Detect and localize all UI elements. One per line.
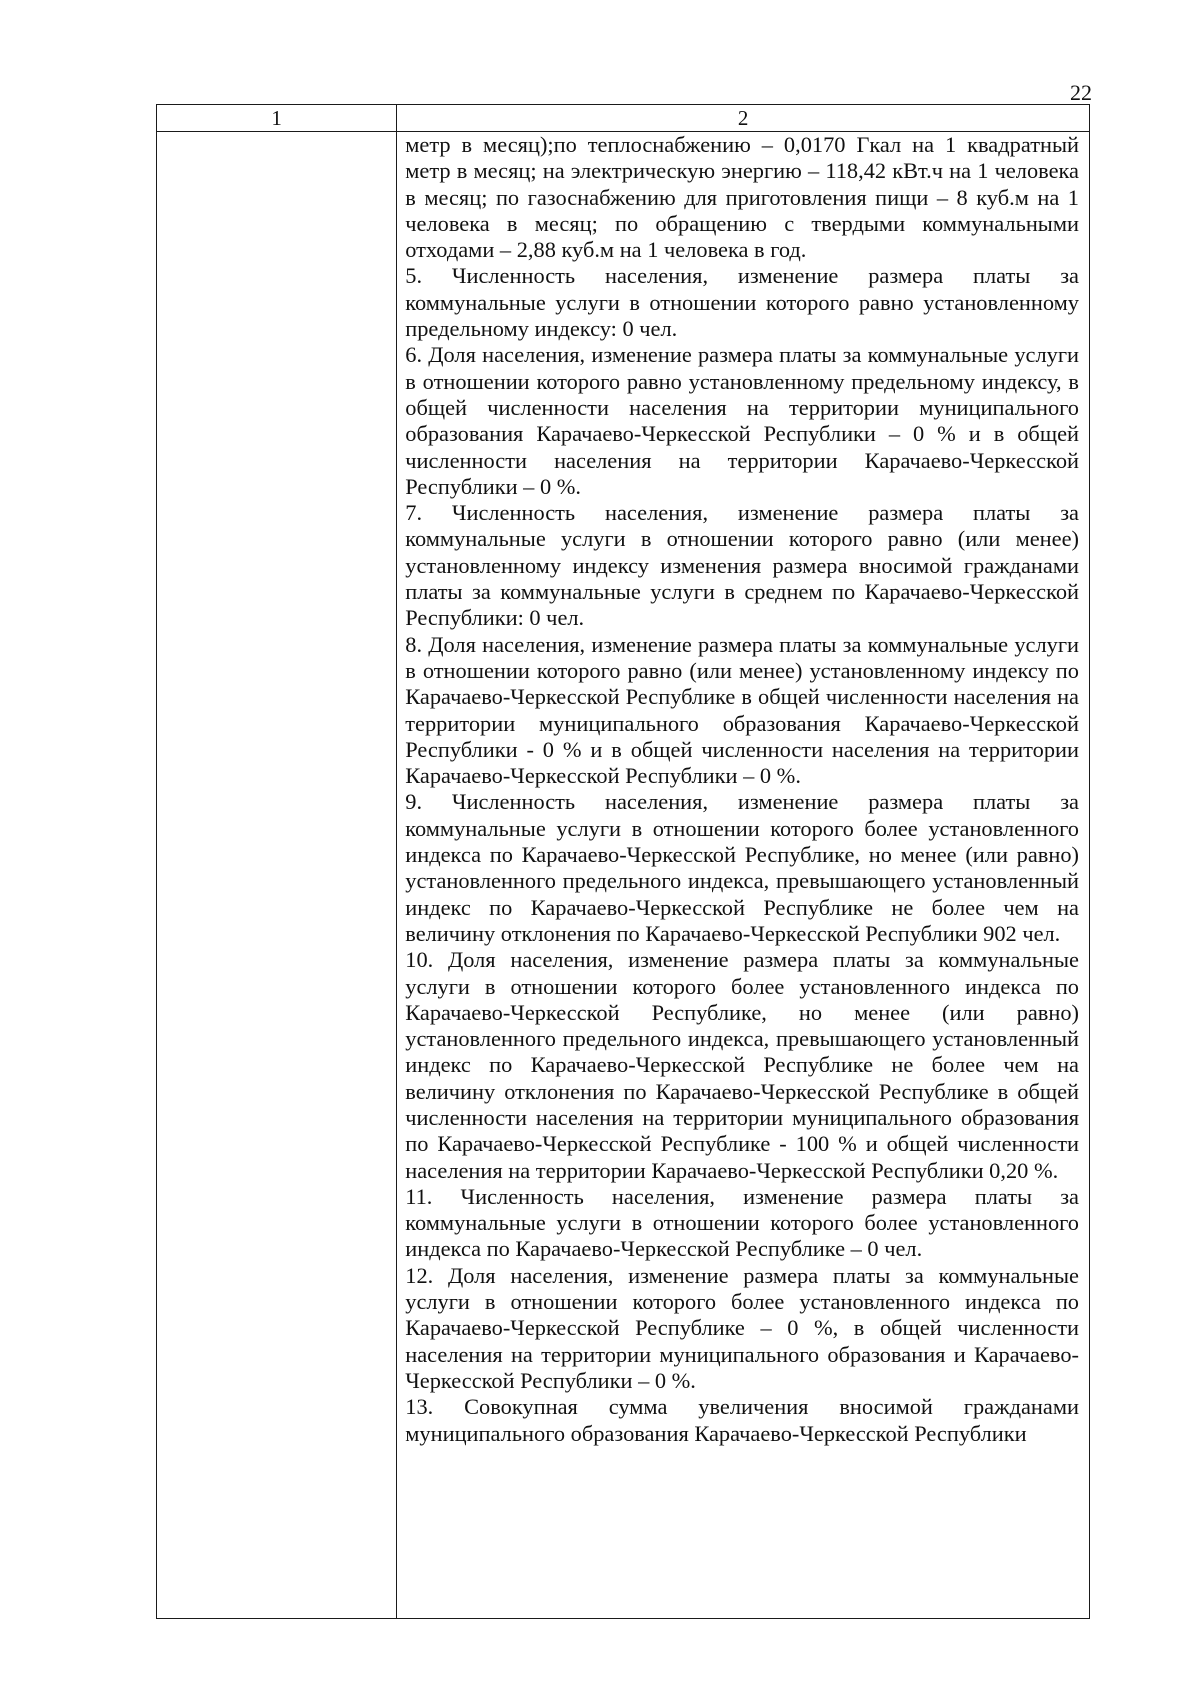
- paragraph-item-10: 10. Доля населения, изменение размера платы за коммунальные услуги в отношении которого более установленного индекса по Карачаево-Черкесской Республике, но менее (или равно) установленного предельного индекса, превышающего установленный индекс по Карачаево-Черкесской Республике не более чем на величину отклонения по Карачаево-Черкесской Республике в общей численности населения на территории муниципального образования по Карачаево-Черкесской Республике - 100 % и общей численности населения на территории Карачаево-Черкесской Республики 0,20 %.: [405, 947, 1079, 1183]
- paragraph-item-9: 9. Численность населения, изменение размера платы за коммунальные услуги в отношении которого более установленного индекса по Карачаево-Черкесской Республике, но менее (или равно) установленного предельного индекса, превышающего установленный индекс по Карачаево-Черкесской Республике не более чем на величину отклонения по Карачаево-Черкесской Республики 902 чел.: [405, 789, 1079, 946]
- table-header-row: [157, 105, 1090, 132]
- column-1-cell: [157, 132, 397, 1619]
- column-2-cell: [397, 132, 1090, 1619]
- paragraph-item-11: 11. Численность населения, изменение размера платы за коммунальные услуги в отношении которого более установленного индекса по Карачаево-Черкесской Республике – 0 чел.: [405, 1183, 1079, 1262]
- paragraph-item-12: 12. Доля населения, изменение размера платы за коммунальные услуги в отношении которого более установленного индекса по Карачаево-Черкесской Республике – 0 %, в общей численности населения на территории муниципального образования и Карачаево-Черкесской Республики – 0 %.: [405, 1262, 1079, 1393]
- page-number: 22: [1070, 80, 1092, 105]
- paragraph-item-6: 6. Доля населения, изменение размера платы за коммунальные услуги в отношении которого равно установленному предельному индексу, в общей численности населения на территории муниципального образования Карачаево-Черкесской Республики – 0 % и в общей численности населения на территории Карачаево-Черкесской Республики – 0 %.: [405, 342, 1079, 499]
- table-body-row: [157, 132, 1090, 1619]
- paragraph-item-7: 7. Численность населения, изменение размера платы за коммунальные услуги в отношении которого равно (или менее) установленному индексу изменения размера вносимой гражданами платы за коммунальные услуги в среднем по Карачаево-Черкесской Республики: 0 чел.: [405, 500, 1079, 631]
- content-table: [156, 104, 1090, 1619]
- column-header-2: 2: [397, 105, 1090, 132]
- paragraph-item-5: 5. Численность населения, изменение размера платы за коммунальные услуги в отношении которого равно установленному предельному индексу: 0 чел.: [405, 263, 1079, 342]
- paragraph-item-13: 13. Совокупная сумма увеличения вносимой гражданами муниципального образования Карачаево-Черкесской Республики: [405, 1394, 1079, 1446]
- column-header-1: 1: [157, 105, 397, 132]
- paragraph-item-8: 8. Доля населения, изменение размера платы за коммунальные услуги в отношении которого равно (или менее) установленному индексу по Карачаево-Черкесской Республике в общей численности населения на территории муниципального образования Карачаево-Черкесской Республики - 0 % и в общей численности населения на территории Карачаево-Черкесской Республики – 0 %.: [405, 631, 1079, 789]
- paragraph-continuation: метр в месяц);по теплоснабжению – 0,0170 Гкал на 1 квадратный метр в месяц; на электрическую энергию – 118,42 кВт.ч на 1 человека в месяц; по газоснабжению для приготовления пищи – 8 куб.м на 1 человека в месяц; по обращению с твердыми коммунальными отходами – 2,88 куб.м на 1 человека в год.: [405, 132, 1079, 263]
